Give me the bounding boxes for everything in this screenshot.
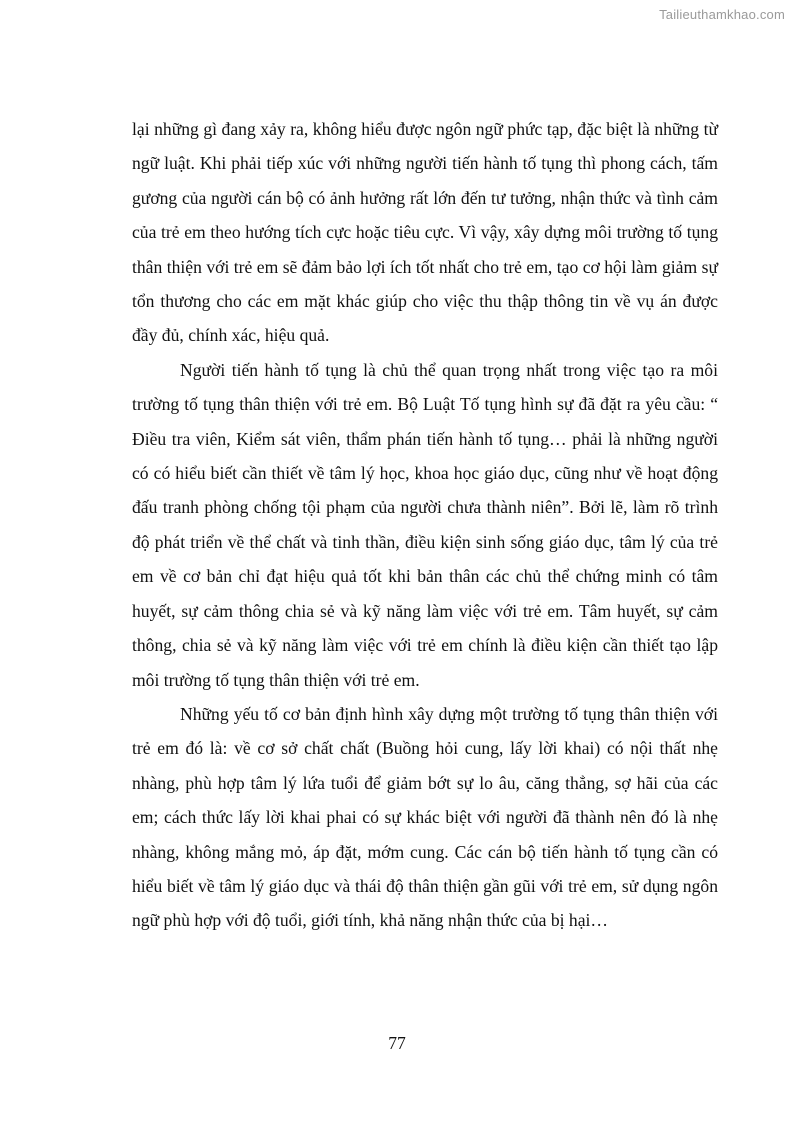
watermark: Tailieuthamkhao.com — [659, 7, 785, 22]
paragraph-1: lại những gì đang xảy ra, không hiểu được ngôn ngữ phức tạp, đặc biệt là những từ ngữ luật. Khi phải tiếp xúc với những người tiến hành tố tụng thì phong cách, tấm gương của người cán bộ có ảnh hưởng rất lớn đến tư tưởng, nhận thức và tình cảm của trẻ em theo hướng tích cực hoặc tiêu cực. Vì vậy, xây dựng môi trường tố tụng thân thiện với trẻ em sẽ đảm bảo lợi ích tốt nhất cho trẻ em, tạo cơ hội làm giảm sự tổn thương cho các em mặt khác giúp cho việc thu thập thông tin về vụ án được đầy đủ, chính xác, hiệu quả. — [132, 119, 718, 346]
paragraph-2: Người tiến hành tố tụng là chủ thể quan trọng nhất trong việc tạo ra môi trường tố tụng thân thiện với trẻ em. Bộ Luật Tố tụng hình sự đã đặt ra yêu cầu: “ Điều tra viên, Kiểm sát viên, thẩm phán tiến hành tố tụng… phải là những người có có hiểu biết cần thiết về tâm lý học, khoa học giáo dục, cũng như về hoạt động đấu tranh phòng chống tội phạm của người chưa thành niên”. Bởi lẽ, làm rõ trình độ phát triển về thể chất và tinh thần, điều kiện sinh sống giáo dục, tâm lý của trẻ em về cơ bản chỉ đạt hiệu quả tốt khi bản thân các chủ thể chứng minh có tâm huyết, sự cảm thông chia sẻ và kỹ năng làm việc với trẻ em. Tâm huyết, sự cảm thông, chia sẻ và kỹ năng làm việc với trẻ em chính là điều kiện cần thiết tạo lập môi trường tố tụng thân thiện với trẻ em. — [132, 359, 718, 690]
page-number: 77 — [388, 1033, 406, 1053]
paragraph-3: Những yếu tố cơ bản định hình xây dựng một trường tố tụng thân thiện với trẻ em đó là: về cơ sở chất chất (Buồng hỏi cung, lấy lời khai) có nội thất nhẹ nhàng, phù hợp tâm lý lứa tuổi để giảm bớt sự lo âu, căng thẳng, sợ hãi của các em; cách thức lấy lời khai phai có sự khác biệt với người đã thành nên đó là nhẹ nhàng, không mắng mỏ, áp đặt, mớm cung. Các cán bộ tiến hành tố tụng cần có hiểu biết về tâm lý giáo dục và thái độ thân thiện gần gũi với trẻ em, sử dụng ngôn ngữ phù hợp với độ tuổi, giới tính, khả năng nhận thức của bị hại… — [132, 703, 718, 931]
document-body — [132, 112, 718, 938]
